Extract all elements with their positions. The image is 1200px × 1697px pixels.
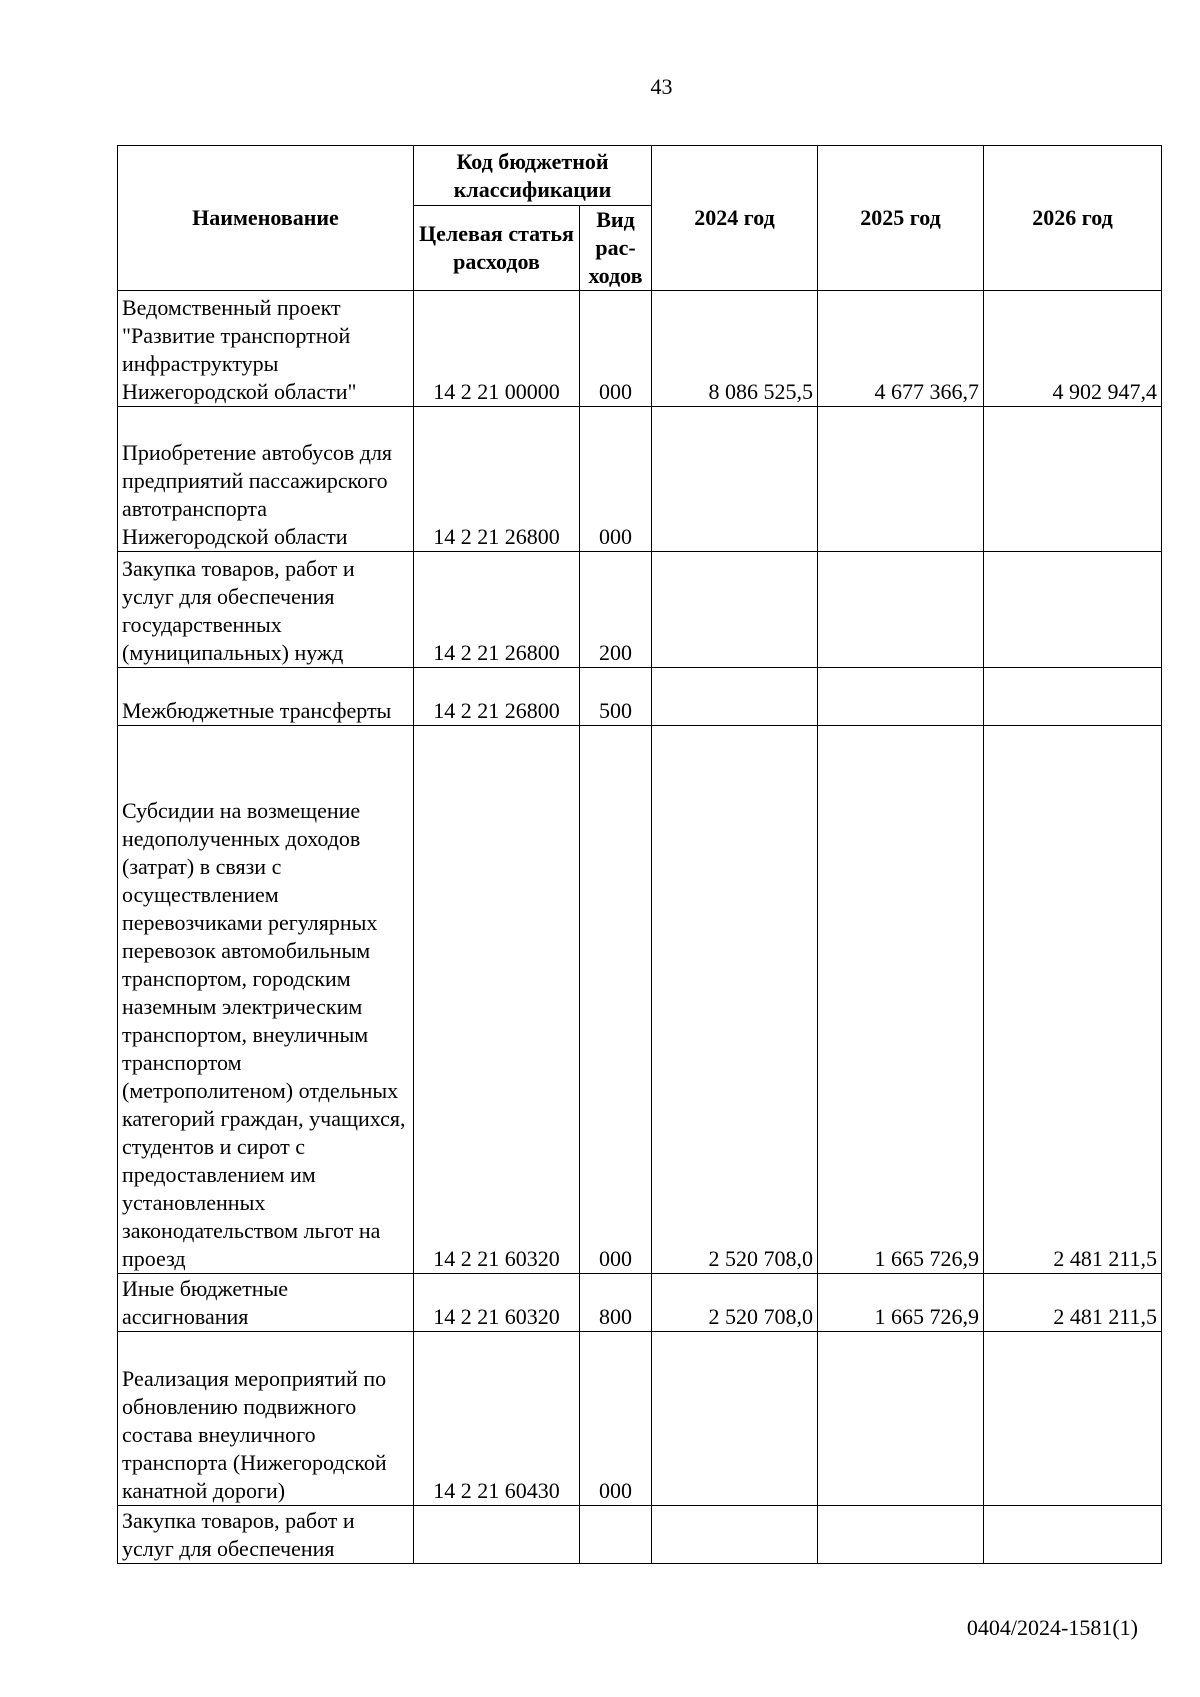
row-kind: 000 <box>580 726 652 1274</box>
row-2026 <box>984 1506 1162 1564</box>
table-row <box>118 1332 1162 1506</box>
row-name: Приобретение автобусов для предприятий пассажирского автотранспорта Нижегородской области <box>118 407 414 552</box>
row-2024: 2 520 708,0 <box>652 726 818 1274</box>
row-name: Субсидии на возмещение недополученных доходов (затрат) в связи с осуществлением перевозчиками регулярных перевозок автомобильным транспортом, городским наземным электрическим транспортом, внеуличным транспортом (метрополитеном) отдельных категорий граждан, учащихся, студентов и сирот с предоставлением им установленных законодательством льгот на проезд <box>118 726 414 1274</box>
row-code: 14 2 21 60320 <box>414 1274 580 1332</box>
row-2026 <box>984 1332 1162 1506</box>
row-code: 14 2 21 60430 <box>414 1332 580 1506</box>
row-kind: 000 <box>580 1332 652 1506</box>
table-row <box>118 407 1162 552</box>
row-kind: 000 <box>580 407 652 552</box>
row-2026 <box>984 407 1162 552</box>
row-name: Ведомственный проект "Развитие транспортной инфраструктуры Нижегородской области" <box>118 291 414 407</box>
row-code: 14 2 21 26800 <box>414 668 580 726</box>
row-code: 14 2 21 26800 <box>414 552 580 668</box>
header-name: Наименование <box>118 146 414 291</box>
header-expense-type: Вид рас-ходов <box>580 206 652 291</box>
row-name: Иные бюджетные ассигнования <box>118 1274 414 1332</box>
header-2025: 2025 год <box>818 146 984 291</box>
row-2024 <box>652 1506 818 1564</box>
row-kind: 800 <box>580 1274 652 1332</box>
row-2024: 2 520 708,0 <box>652 1274 818 1332</box>
header-2024: 2024 год <box>652 146 818 291</box>
row-2024 <box>652 1332 818 1506</box>
header-code-group: Код бюджетной классификации <box>414 146 652 206</box>
row-2025 <box>818 668 984 726</box>
row-2026 <box>984 668 1162 726</box>
row-name: Закупка товаров, работ и услуг для обеспечения государственных (муниципальных) нужд <box>118 552 414 668</box>
table-row <box>118 1506 1162 1564</box>
page-number: 43 <box>650 74 673 99</box>
row-name: Закупка товаров, работ и услуг для обеспечения <box>118 1506 414 1564</box>
row-code: 14 2 21 60320 <box>414 726 580 1274</box>
row-name: Реализация мероприятий по обновлению подвижного состава внеуличного транспорта (Нижегородской канатной дороги) <box>118 1332 414 1506</box>
document-id: 0404/2024-1581(1) <box>966 1615 1138 1640</box>
row-code: 14 2 21 00000 <box>414 291 580 407</box>
row-2026 <box>984 552 1162 668</box>
budget-table <box>117 145 1162 1564</box>
row-2025: 4 677 366,7 <box>818 291 984 407</box>
row-kind: 000 <box>580 291 652 407</box>
row-2025 <box>818 552 984 668</box>
header-target-item: Целевая статья расходов <box>414 206 580 291</box>
row-2025 <box>818 1332 984 1506</box>
row-2025: 1 665 726,9 <box>818 726 984 1274</box>
row-2024: 8 086 525,5 <box>652 291 818 407</box>
table-row <box>118 552 1162 668</box>
row-2024 <box>652 407 818 552</box>
row-2024 <box>652 668 818 726</box>
table-row <box>118 726 1162 1274</box>
row-code: 14 2 21 26800 <box>414 407 580 552</box>
row-kind: 200 <box>580 552 652 668</box>
row-2025 <box>818 1506 984 1564</box>
row-kind: 500 <box>580 668 652 726</box>
row-name: Межбюджетные трансферты <box>118 668 414 726</box>
row-code <box>414 1506 580 1564</box>
row-2026: 2 481 211,5 <box>984 1274 1162 1332</box>
row-2025: 1 665 726,9 <box>818 1274 984 1332</box>
row-kind <box>580 1506 652 1564</box>
table-row <box>118 668 1162 726</box>
table-row <box>118 1274 1162 1332</box>
table-row <box>118 291 1162 407</box>
row-2026: 2 481 211,5 <box>984 726 1162 1274</box>
row-2026: 4 902 947,4 <box>984 291 1162 407</box>
row-2025 <box>818 407 984 552</box>
row-2024 <box>652 552 818 668</box>
header-2026: 2026 год <box>984 146 1162 291</box>
